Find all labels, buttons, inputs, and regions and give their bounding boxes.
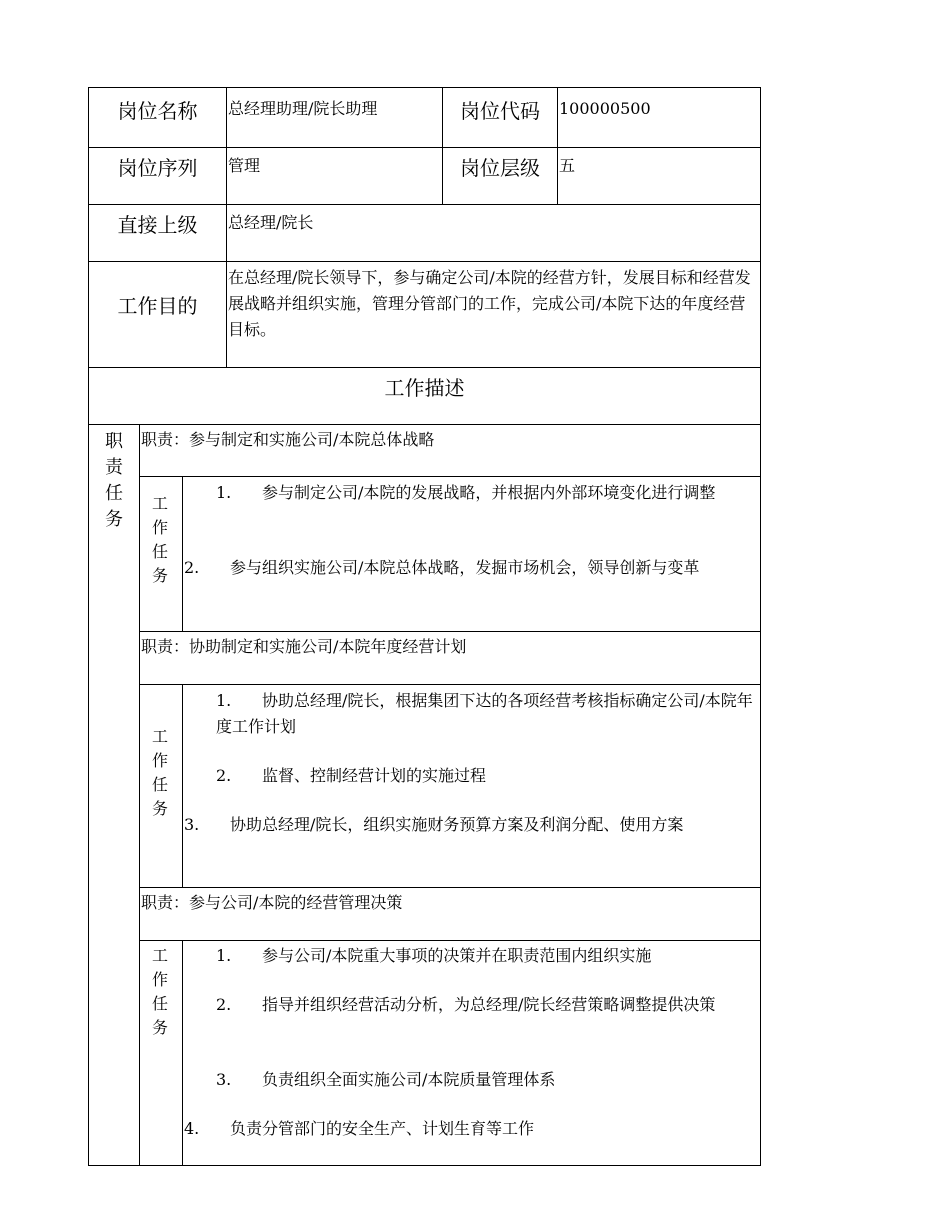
description-title: 工作描述 bbox=[384, 376, 465, 400]
supervisor-value: 总经理/院长 bbox=[228, 213, 314, 232]
task-number: 3. bbox=[216, 1070, 232, 1089]
task-number: 3. bbox=[184, 815, 200, 834]
task-number: 1. bbox=[216, 691, 232, 710]
task-number: 2. bbox=[184, 558, 200, 577]
task-text: 指导并组织经营活动分析，为总经理/院长经营策略调整提供决策 bbox=[262, 995, 716, 1014]
duty-2-tasks-label: 工作任务 bbox=[151, 727, 168, 818]
duty-3-task-2 bbox=[216, 992, 756, 1018]
sequence-value: 管理 bbox=[228, 156, 261, 175]
supervisor-label: 直接上级 bbox=[117, 213, 198, 237]
duty-2-task-2 bbox=[216, 763, 756, 789]
level-value: 五 bbox=[559, 156, 576, 175]
purpose-label: 工作目的 bbox=[117, 294, 198, 318]
position-name-label: 岗位名称 bbox=[117, 99, 198, 123]
task-text: 监督、控制经营计划的实施过程 bbox=[262, 766, 487, 785]
duty-3-task-1 bbox=[216, 943, 756, 969]
duty-1-task-2 bbox=[184, 555, 744, 581]
position-name-value: 总经理助理/院长助理 bbox=[228, 99, 378, 118]
task-text: 负责组织全面实施公司/本院质量管理体系 bbox=[262, 1070, 556, 1089]
duty-3-tasks-label: 工作任务 bbox=[151, 946, 168, 1037]
task-text: 参与组织实施公司/本院总体战略，发掘市场机会，领导创新与变革 bbox=[230, 558, 700, 577]
duty-2-title: 职责：协助制定和实施公司/本院年度经营计划 bbox=[141, 637, 467, 656]
duty-3-task-4 bbox=[184, 1116, 744, 1142]
task-number: 1. bbox=[216, 946, 232, 965]
task-number: 2. bbox=[216, 995, 232, 1014]
duty-1-task-1 bbox=[216, 480, 756, 506]
task-number: 1. bbox=[216, 483, 232, 502]
duties-label: 职责任务 bbox=[105, 431, 123, 530]
task-text: 参与制定公司/本院的发展战略，并根据内外部环境变化进行调整 bbox=[262, 483, 716, 502]
position-code-value: 100000500 bbox=[559, 99, 651, 118]
task-number: 2. bbox=[216, 766, 232, 785]
duty-3-title: 职责：参与公司/本院的经营管理决策 bbox=[141, 893, 403, 912]
purpose-value: 在总经理/院长领导下，参与确定公司/本院的经营方针，发展目标和经营发展战略并组织实施，管理分管部门的工作，完成公司/本院下达的年度经营目标。 bbox=[228, 268, 751, 339]
task-number: 4. bbox=[184, 1119, 200, 1138]
level-label: 岗位层级 bbox=[460, 156, 540, 180]
duty-1-title: 职责：参与制定和实施公司/本院总体战略 bbox=[141, 430, 435, 449]
duty-2-task-3 bbox=[184, 812, 744, 838]
task-text: 参与公司/本院重大事项的决策并在职责范围内组织实施 bbox=[262, 946, 652, 965]
task-text: 协助总经理/院长，根据集团下达的各项经营考核指标确定公司/本院年度工作计划 bbox=[216, 691, 753, 736]
position-code-label: 岗位代码 bbox=[460, 99, 540, 123]
duty-1-tasks-label: 工作任务 bbox=[151, 494, 168, 585]
duty-3-task-3 bbox=[216, 1067, 756, 1093]
sequence-label: 岗位序列 bbox=[117, 156, 198, 180]
job-description-table bbox=[88, 87, 761, 1166]
task-text: 协助总经理/院长，组织实施财务预算方案及利润分配、使用方案 bbox=[230, 815, 684, 834]
task-text: 负责分管部门的安全生产、计划生育等工作 bbox=[230, 1119, 535, 1138]
duty-2-task-1 bbox=[216, 688, 756, 740]
